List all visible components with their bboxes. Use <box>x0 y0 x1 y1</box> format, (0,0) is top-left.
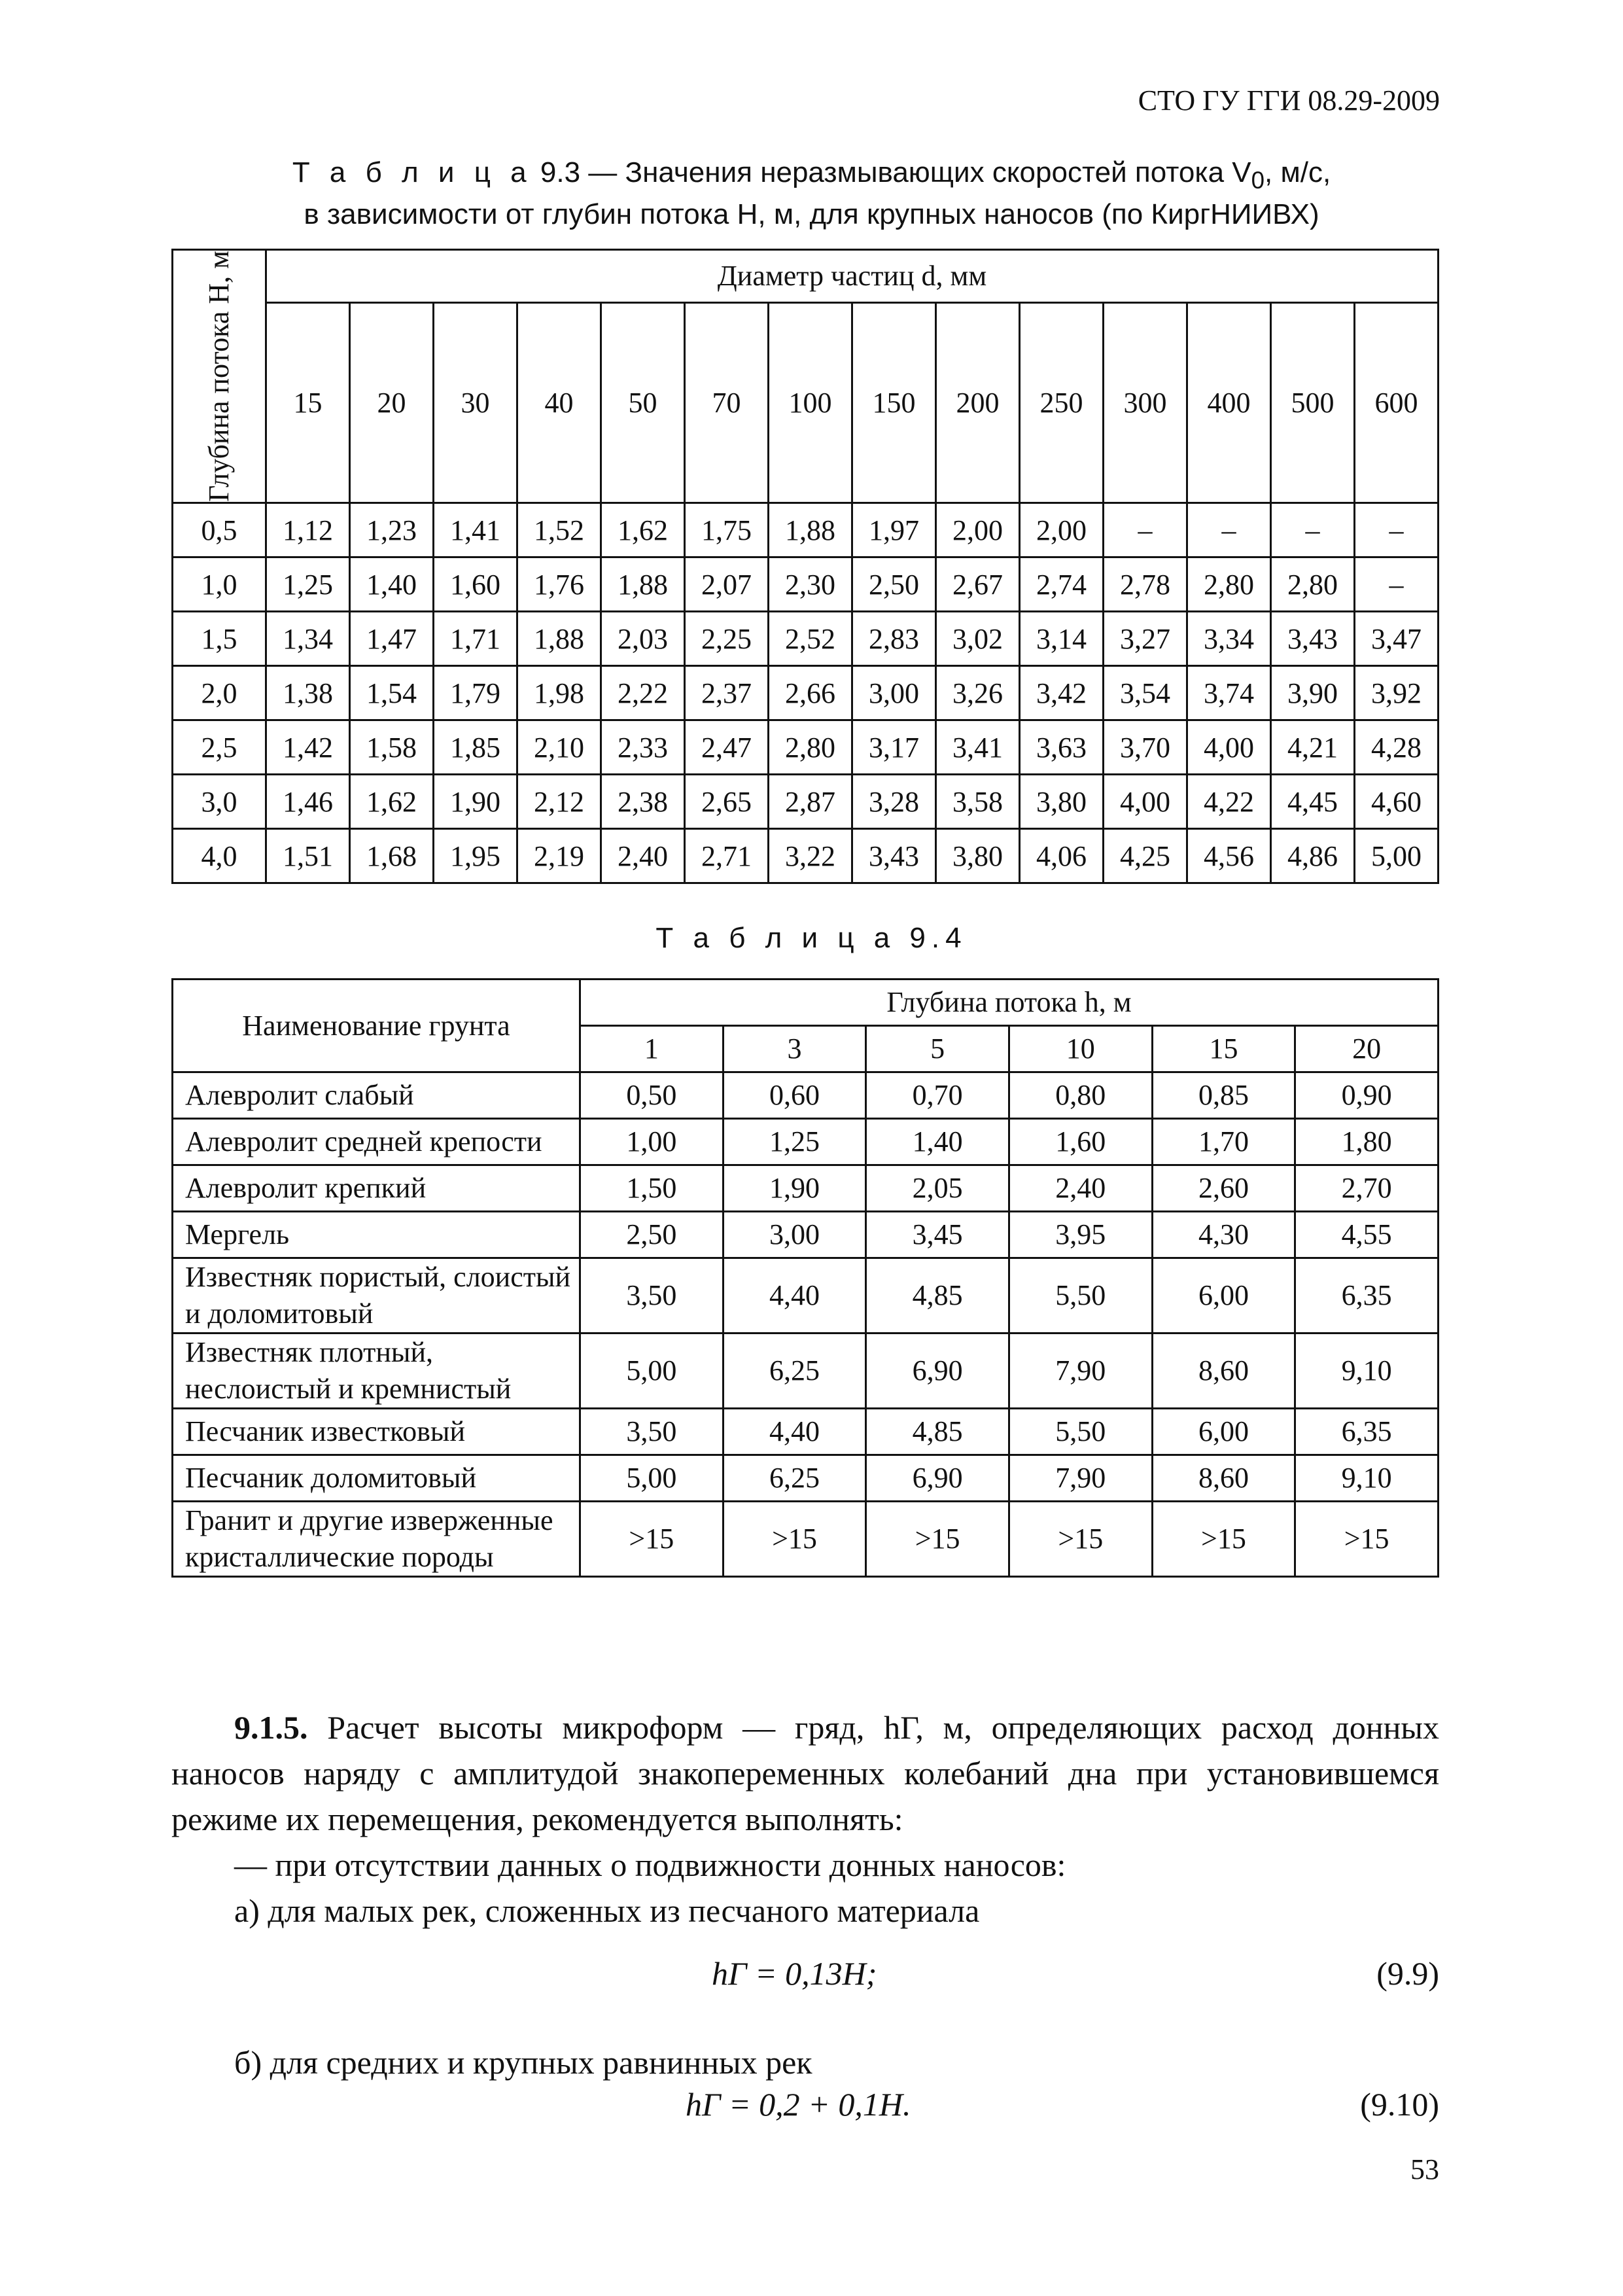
velocity-cell: 2,47 <box>685 720 769 775</box>
equation-number-9-10: (9.10) <box>1360 2086 1439 2123</box>
caption-line1-end: , м/с, <box>1265 156 1331 188</box>
velocity-cell: 3,80 <box>936 829 1020 883</box>
velocity-cell: 4,00 <box>1187 720 1271 775</box>
depth-cell: 1,0 <box>173 557 266 612</box>
velocity-cell: 1,68 <box>350 829 434 883</box>
velocity-cell: 6,35 <box>1295 1409 1439 1455</box>
velocity-cell: 2,03 <box>601 612 685 666</box>
caption-line2: в зависимости от глубин потока Н, м, для крупных наносов (по КиргНИИВХ) <box>304 198 1319 230</box>
velocity-cell: 2,25 <box>685 612 769 666</box>
velocity-cell: >15 <box>1009 1502 1152 1577</box>
velocity-cell: 1,54 <box>350 666 434 720</box>
velocity-cell: 3,41 <box>936 720 1020 775</box>
velocity-cell: 2,67 <box>936 557 1020 612</box>
velocity-cell: 9,10 <box>1295 1455 1439 1502</box>
diameter-header: 15 <box>266 302 350 503</box>
velocity-cell: 1,79 <box>434 666 517 720</box>
depth-header: 15 <box>1152 1026 1295 1072</box>
soil-name-cell: Известняк плотный, неслоистый и кремнистый <box>173 1333 580 1409</box>
velocity-cell: 1,25 <box>723 1119 866 1165</box>
table-row <box>173 720 1439 775</box>
velocity-cell: 4,30 <box>1152 1212 1295 1258</box>
velocity-cell: 3,26 <box>936 666 1020 720</box>
diameter-header: 200 <box>936 302 1020 503</box>
velocity-cell: 2,37 <box>685 666 769 720</box>
velocity-cell: 7,90 <box>1009 1455 1152 1502</box>
velocity-cell: 1,88 <box>769 503 852 557</box>
velocity-cell: 1,34 <box>266 612 350 666</box>
depth-column-header <box>173 250 266 503</box>
table-row <box>173 1072 1439 1119</box>
velocity-cell: 2,78 <box>1104 557 1187 612</box>
velocity-cell: 5,00 <box>1355 829 1439 883</box>
velocity-cell: 3,70 <box>1104 720 1187 775</box>
depth-cell: 0,5 <box>173 503 266 557</box>
velocity-cell: 1,23 <box>350 503 434 557</box>
velocity-cell: >15 <box>1152 1502 1295 1577</box>
caption-line1: 9.3 — Значения неразмывающих скоростей потока V <box>540 156 1251 188</box>
diameter-header: 70 <box>685 302 769 503</box>
velocity-cell: 1,58 <box>350 720 434 775</box>
velocity-cell: 4,22 <box>1187 775 1271 829</box>
velocity-cell: 3,45 <box>866 1212 1009 1258</box>
table-row <box>173 666 1439 720</box>
velocity-cell: 7,90 <box>1009 1333 1152 1409</box>
velocity-cell: – <box>1355 557 1439 612</box>
diameter-header: 400 <box>1187 302 1271 503</box>
depth-cell: 2,5 <box>173 720 266 775</box>
velocity-cell: 0,90 <box>1295 1072 1439 1119</box>
velocity-cell: 2,10 <box>517 720 601 775</box>
diameter-header: 40 <box>517 302 601 503</box>
soil-name-cell: Известняк пористый, слоистый и доломитовый <box>173 1258 580 1333</box>
velocity-cell: 4,45 <box>1271 775 1355 829</box>
soil-name-cell: Песчаник доломитовый <box>173 1455 580 1502</box>
velocity-cell: 1,90 <box>434 775 517 829</box>
velocity-cell: 1,70 <box>1152 1119 1295 1165</box>
velocity-cell: 1,40 <box>866 1119 1009 1165</box>
velocity-cell: 6,25 <box>723 1455 866 1502</box>
soil-name-cell: Песчаник известковый <box>173 1409 580 1455</box>
depth-cell: 3,0 <box>173 775 266 829</box>
diameter-header: 30 <box>434 302 517 503</box>
document-header: СТО ГУ ГГИ 08.29-2009 <box>1138 84 1440 116</box>
table-row <box>173 1119 1439 1165</box>
table-row <box>173 612 1439 666</box>
paragraph-small-rivers: а) для малых рек, сложенных из песчаного материала <box>234 1892 980 1929</box>
velocity-cell: 2,40 <box>1009 1165 1152 1212</box>
velocity-cell: 2,00 <box>1020 503 1104 557</box>
velocity-cell: 3,47 <box>1355 612 1439 666</box>
velocity-cell: >15 <box>1295 1502 1439 1577</box>
velocity-cell: 2,80 <box>1271 557 1355 612</box>
velocity-cell: – <box>1271 503 1355 557</box>
table-row <box>173 829 1439 883</box>
velocity-cell: 2,12 <box>517 775 601 829</box>
equation-number-9-9: (9.9) <box>1376 1955 1439 1992</box>
velocity-cell: 2,66 <box>769 666 852 720</box>
table-row <box>173 1502 1439 1577</box>
velocity-cell: 0,50 <box>580 1072 724 1119</box>
velocity-cell: 4,55 <box>1295 1212 1439 1258</box>
velocity-cell: 6,00 <box>1152 1258 1295 1333</box>
velocity-cell: 3,74 <box>1187 666 1271 720</box>
velocity-cell: 2,60 <box>1152 1165 1295 1212</box>
depth-group-header: Глубина потока h, м <box>580 980 1439 1026</box>
table-row <box>173 1258 1439 1333</box>
depth-cell: 4,0 <box>173 829 266 883</box>
diameter-group-header: Диаметр частиц d, мм <box>266 250 1439 303</box>
velocity-cell: 2,50 <box>580 1212 724 1258</box>
velocity-cell: 8,60 <box>1152 1333 1295 1409</box>
velocity-cell: 1,50 <box>580 1165 724 1212</box>
table-row <box>173 1409 1439 1455</box>
velocity-cell: 8,60 <box>1152 1455 1295 1502</box>
depth-header: 3 <box>723 1026 866 1072</box>
formula-9-9: hГ = 0,13H; <box>712 1955 877 1992</box>
caption-label: Т а б л и ц а <box>292 156 532 188</box>
diameter-header: 300 <box>1104 302 1187 503</box>
velocity-cell: 4,28 <box>1355 720 1439 775</box>
table-9-3-caption <box>0 156 1623 232</box>
table-9-4-caption <box>0 921 1623 955</box>
section-number: 9.1.5. <box>234 1709 308 1746</box>
velocity-cell: 4,40 <box>723 1258 866 1333</box>
velocity-cell: 4,85 <box>866 1409 1009 1455</box>
velocity-cell: 1,62 <box>350 775 434 829</box>
velocity-cell: 1,41 <box>434 503 517 557</box>
velocity-cell: 5,00 <box>580 1455 724 1502</box>
velocity-cell: 9,10 <box>1295 1333 1439 1409</box>
velocity-cell: >15 <box>580 1502 724 1577</box>
velocity-cell: 1,00 <box>580 1119 724 1165</box>
velocity-cell: 2,83 <box>852 612 936 666</box>
velocity-cell: – <box>1187 503 1271 557</box>
velocity-cell: 2,30 <box>769 557 852 612</box>
velocity-cell: 4,06 <box>1020 829 1104 883</box>
depth-header: 5 <box>866 1026 1009 1072</box>
velocity-cell: 3,92 <box>1355 666 1439 720</box>
velocity-cell: 1,25 <box>266 557 350 612</box>
velocity-cell: 2,00 <box>936 503 1020 557</box>
velocity-cell: 6,00 <box>1152 1409 1295 1455</box>
velocity-cell: 1,47 <box>350 612 434 666</box>
table-row <box>173 775 1439 829</box>
velocity-cell: 2,87 <box>769 775 852 829</box>
soil-name-header: Наименование грунта <box>173 980 580 1072</box>
velocity-table <box>171 249 1439 884</box>
velocity-cell: 1,40 <box>350 557 434 612</box>
velocity-cell: 1,38 <box>266 666 350 720</box>
velocity-cell: 4,86 <box>1271 829 1355 883</box>
velocity-cell: 6,90 <box>866 1333 1009 1409</box>
velocity-cell: 4,21 <box>1271 720 1355 775</box>
velocity-cell: 1,90 <box>723 1165 866 1212</box>
velocity-cell: 4,85 <box>866 1258 1009 1333</box>
table-row <box>173 503 1439 557</box>
diameter-header: 500 <box>1271 302 1355 503</box>
soil-name-cell: Алевролит крепкий <box>173 1165 580 1212</box>
velocity-cell: 2,07 <box>685 557 769 612</box>
velocity-cell: 1,12 <box>266 503 350 557</box>
velocity-cell: – <box>1355 503 1439 557</box>
velocity-cell: 3,14 <box>1020 612 1104 666</box>
diameter-header: 50 <box>601 302 685 503</box>
velocity-cell: 2,40 <box>601 829 685 883</box>
velocity-cell: 1,80 <box>1295 1119 1439 1165</box>
velocity-cell: 0,85 <box>1152 1072 1295 1119</box>
velocity-cell: 6,90 <box>866 1455 1009 1502</box>
depth-header: 20 <box>1295 1026 1439 1072</box>
caption-sub: 0 <box>1251 166 1265 194</box>
velocity-cell: 2,19 <box>517 829 601 883</box>
velocity-cell: 2,71 <box>685 829 769 883</box>
velocity-cell: 3,42 <box>1020 666 1104 720</box>
depth-header-text: Глубина потока H, м <box>203 251 235 502</box>
velocity-cell: 0,80 <box>1009 1072 1152 1119</box>
table-row <box>173 1165 1439 1212</box>
paragraph-no-data: — при отсутствии данных о подвижности донных наносов: <box>234 1846 1066 1883</box>
velocity-cell: 1,60 <box>434 557 517 612</box>
velocity-cell: 3,63 <box>1020 720 1104 775</box>
table-row <box>173 557 1439 612</box>
velocity-cell: 2,52 <box>769 612 852 666</box>
velocity-cell: 2,33 <box>601 720 685 775</box>
velocity-cell: 4,56 <box>1187 829 1271 883</box>
velocity-cell: 4,40 <box>723 1409 866 1455</box>
velocity-cell: 3,27 <box>1104 612 1187 666</box>
diameter-header: 20 <box>350 302 434 503</box>
table-row <box>173 1333 1439 1409</box>
velocity-cell: 0,60 <box>723 1072 866 1119</box>
soil-name-cell: Алевролит слабый <box>173 1072 580 1119</box>
velocity-cell: 1,51 <box>266 829 350 883</box>
table-row <box>173 1212 1439 1258</box>
velocity-cell: 3,00 <box>852 666 936 720</box>
velocity-cell: 2,80 <box>769 720 852 775</box>
depth-cell: 2,0 <box>173 666 266 720</box>
velocity-cell: 1,52 <box>517 503 601 557</box>
velocity-cell: 6,25 <box>723 1333 866 1409</box>
velocity-cell: 3,95 <box>1009 1212 1152 1258</box>
depth-header: 1 <box>580 1026 724 1072</box>
velocity-cell: 5,50 <box>1009 1258 1152 1333</box>
velocity-cell: 1,42 <box>266 720 350 775</box>
soil-name-cell: Мергель <box>173 1212 580 1258</box>
caption-text: Т а б л и ц а 9.4 <box>655 922 968 954</box>
diameter-header: 600 <box>1355 302 1439 503</box>
soil-table <box>171 978 1439 1578</box>
velocity-cell: 2,38 <box>601 775 685 829</box>
diameter-header: 100 <box>769 302 852 503</box>
velocity-cell: 1,71 <box>434 612 517 666</box>
velocity-cell: 3,22 <box>769 829 852 883</box>
paragraph-text: Расчет высоты микроформ — гряд, hГ, м, определяющих расход донных наносов наряду с амплитудой знакопеременных колебаний дна при установившемся режиме их перемещения, рекомендуется выполнять: <box>171 1709 1439 1837</box>
velocity-cell: 2,65 <box>685 775 769 829</box>
velocity-cell: 1,46 <box>266 775 350 829</box>
velocity-cell: 1,76 <box>517 557 601 612</box>
velocity-cell: 2,74 <box>1020 557 1104 612</box>
velocity-cell: 3,28 <box>852 775 936 829</box>
velocity-cell: 1,97 <box>852 503 936 557</box>
velocity-cell: – <box>1104 503 1187 557</box>
velocity-cell: 3,90 <box>1271 666 1355 720</box>
velocity-cell: 4,25 <box>1104 829 1187 883</box>
velocity-cell: 1,75 <box>685 503 769 557</box>
velocity-cell: 6,35 <box>1295 1258 1439 1333</box>
velocity-cell: 3,17 <box>852 720 936 775</box>
formula-9-10: hГ = 0,2 + 0,1H. <box>686 2086 911 2123</box>
velocity-cell: 1,95 <box>434 829 517 883</box>
velocity-cell: 1,60 <box>1009 1119 1152 1165</box>
velocity-cell: 4,60 <box>1355 775 1439 829</box>
velocity-cell: >15 <box>866 1502 1009 1577</box>
velocity-cell: 3,50 <box>580 1258 724 1333</box>
velocity-cell: 2,05 <box>866 1165 1009 1212</box>
paragraph-large-rivers: б) для средних и крупных равнинных рек <box>234 2044 812 2081</box>
velocity-cell: 3,02 <box>936 612 1020 666</box>
paragraph-9-1-5 <box>171 1704 1439 1842</box>
velocity-cell: 1,85 <box>434 720 517 775</box>
velocity-cell: 3,54 <box>1104 666 1187 720</box>
velocity-cell: 2,50 <box>852 557 936 612</box>
page-number: 53 <box>1410 2153 1439 2185</box>
velocity-cell: 3,43 <box>1271 612 1355 666</box>
velocity-cell: 2,70 <box>1295 1165 1439 1212</box>
velocity-cell: 3,58 <box>936 775 1020 829</box>
velocity-cell: 1,88 <box>517 612 601 666</box>
velocity-cell: 5,50 <box>1009 1409 1152 1455</box>
soil-name-cell: Гранит и другие изверженные кристаллические породы <box>173 1502 580 1577</box>
depth-cell: 1,5 <box>173 612 266 666</box>
diameter-header: 150 <box>852 302 936 503</box>
velocity-cell: 4,00 <box>1104 775 1187 829</box>
soil-name-cell: Алевролит средней крепости <box>173 1119 580 1165</box>
velocity-cell: 5,00 <box>580 1333 724 1409</box>
table-row <box>173 1455 1439 1502</box>
velocity-cell: 1,62 <box>601 503 685 557</box>
velocity-cell: 1,88 <box>601 557 685 612</box>
velocity-cell: 3,43 <box>852 829 936 883</box>
velocity-cell: 2,80 <box>1187 557 1271 612</box>
diameter-header: 250 <box>1020 302 1104 503</box>
velocity-cell: 0,70 <box>866 1072 1009 1119</box>
velocity-cell: 3,34 <box>1187 612 1271 666</box>
velocity-cell: 1,98 <box>517 666 601 720</box>
velocity-cell: 3,50 <box>580 1409 724 1455</box>
velocity-cell: >15 <box>723 1502 866 1577</box>
depth-header: 10 <box>1009 1026 1152 1072</box>
velocity-cell: 3,80 <box>1020 775 1104 829</box>
velocity-cell: 2,22 <box>601 666 685 720</box>
velocity-cell: 3,00 <box>723 1212 866 1258</box>
